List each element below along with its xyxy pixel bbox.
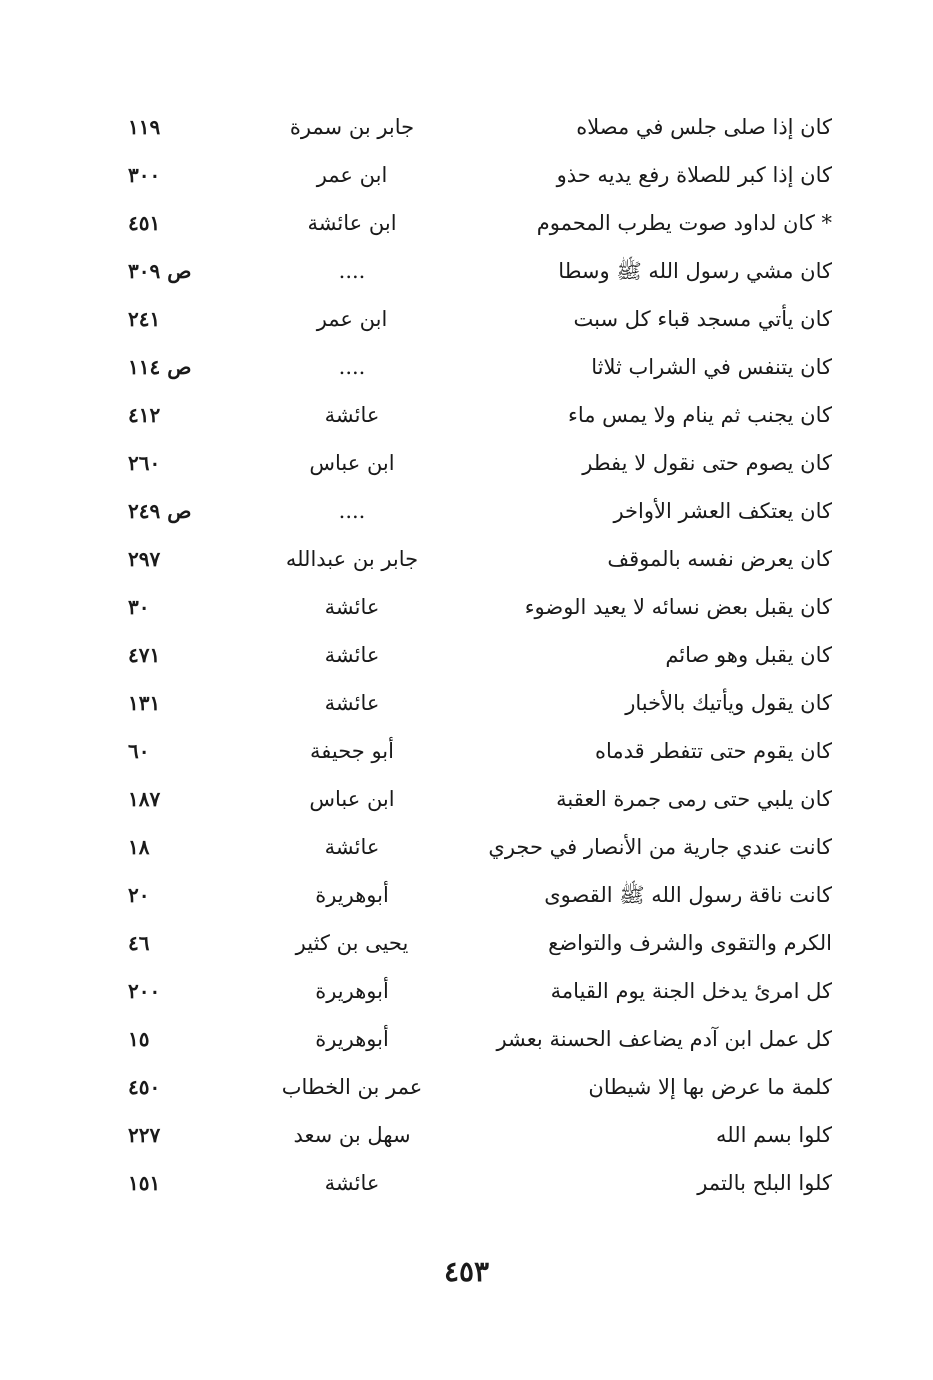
page-reference: ٢٦٠ (128, 451, 161, 475)
narrator-name: أبوهريرة (315, 883, 389, 907)
index-row (100, 391, 840, 439)
hadith-text: كل عمل ابن آدم يضاعف الحسنة بعشر (496, 1027, 832, 1051)
page-reference: ٤٧١ (128, 643, 161, 667)
hadith-text: كانت ناقة رسول الله ﷺ القصوى (544, 883, 832, 907)
hadith-text: * كان لداود صوت يطرب المحموم (536, 211, 832, 235)
index-row (100, 1159, 840, 1207)
narrator-name: عمر بن الخطاب (281, 1075, 423, 1099)
page-reference: ٦٠ (128, 739, 150, 763)
hadith-text: كانت عندي جارية من الأنصار في حجري (488, 835, 832, 859)
hadith-text: كان يتنفس في الشراب ثلاثا (591, 355, 832, 379)
hadith-text: كل امرئ يدخل الجنة يوم القيامة (550, 979, 832, 1003)
page-reference: ١١٩ (128, 115, 161, 139)
index-row (100, 247, 840, 295)
narrator-name: ابن عائشة (307, 211, 397, 235)
narrator-name: عائشة (324, 835, 380, 859)
page-reference: ٤١٢ (128, 403, 161, 427)
hadith-text: كان يقوم حتى تتفطر قدماه (595, 739, 832, 763)
index-row (100, 1111, 840, 1159)
narrator-name: عائشة (324, 403, 380, 427)
hadith-text: كلوا بسم الله (716, 1123, 832, 1147)
index-row (100, 823, 840, 871)
narrator-name: سهل بن سعد (293, 1123, 411, 1147)
page-reference: ص ٢٤٩ (128, 499, 192, 523)
page-reference: ٤٥١ (128, 211, 161, 235)
narrator-name: عائشة (324, 595, 380, 619)
narrator-name: ابن عباس (309, 787, 395, 811)
page-reference: ٤٦ (128, 931, 150, 955)
hadith-text: كان يجنب ثم ينام ولا يمس ماء (567, 403, 832, 427)
index-row (100, 967, 840, 1015)
index-row (100, 199, 840, 247)
hadith-text: كان يلبي حتى رمى جمرة العقبة (556, 787, 832, 811)
index-row (100, 295, 840, 343)
narrator-name: عائشة (324, 691, 380, 715)
narrator-name: أبوهريرة (315, 1027, 389, 1051)
narrator-name: أبوهريرة (315, 979, 389, 1003)
page-reference: ١٨ (128, 835, 150, 859)
narrator-name: .... (338, 259, 366, 283)
narrator-name: جابر بن عبدالله (285, 547, 419, 571)
hadith-text: كان إذا صلى جلس في مصلاه (576, 115, 832, 139)
page-reference: ١٥١ (128, 1171, 161, 1195)
hadith-text: كان يقول ويأتيك بالأخبار (625, 691, 832, 715)
narrator-name: عائشة (324, 643, 380, 667)
hadith-text: كان يأتي مسجد قباء كل سبت (573, 307, 832, 331)
index-row (100, 919, 840, 967)
index-row (100, 871, 840, 919)
index-row (100, 679, 840, 727)
page-reference: ص ١١٤ (128, 355, 192, 379)
narrator-name: ابن عمر (316, 163, 388, 187)
hadith-text: كان يعرض نفسه بالموقف (607, 547, 832, 571)
page-reference: ٢٠ (128, 883, 150, 907)
narrator-name: يحيى بن كثير (295, 931, 409, 955)
index-row (100, 535, 840, 583)
page-reference: ١٥ (128, 1027, 150, 1051)
page-reference: ١٣١ (128, 691, 161, 715)
narrator-name: .... (338, 355, 366, 379)
page-reference: ١٨٧ (128, 787, 161, 811)
hadith-index-table (100, 103, 840, 1207)
hadith-text: كان إذا كبر للصلاة رفع يديه حذو (556, 163, 832, 187)
page-reference: ٢٩٧ (128, 547, 161, 571)
index-row (100, 151, 840, 199)
index-row (100, 727, 840, 775)
index-row (100, 1063, 840, 1111)
page-reference: ص ٣٠٩ (128, 259, 192, 283)
hadith-text: كان يصوم حتى نقول لا يفطر (582, 451, 832, 475)
page-reference: ٤٥٠ (128, 1075, 161, 1099)
page-reference: ٣٠٠ (128, 163, 161, 187)
hadith-text: كلمة ما عرض بها إلا شيطان (588, 1075, 832, 1099)
narrator-name: ابن عمر (316, 307, 388, 331)
page-number: ٤٥٣ (443, 1255, 490, 1288)
index-row (100, 631, 840, 679)
hadith-text: كان يقبل بعض نسائه لا يعيد الوضوء (524, 595, 832, 619)
hadith-text: كان يعتكف العشر الأواخر (613, 499, 832, 523)
narrator-name: عائشة (324, 1171, 380, 1195)
narrator-name: أبو جحيفة (310, 739, 394, 763)
index-row (100, 1015, 840, 1063)
index-row (100, 103, 840, 151)
index-row (100, 439, 840, 487)
index-row (100, 775, 840, 823)
hadith-text: كان يقبل وهو صائم (665, 643, 832, 667)
hadith-text: كلوا البلح بالتمر (697, 1171, 832, 1195)
narrator-name: جابر بن سمرة (289, 115, 415, 139)
index-row (100, 583, 840, 631)
narrator-name: .... (338, 499, 366, 523)
page-reference: ٢٢٧ (128, 1123, 161, 1147)
index-row (100, 343, 840, 391)
page-reference: ٣٠ (128, 595, 150, 619)
hadith-text: كان مشي رسول الله ﷺ وسطا (558, 259, 832, 283)
narrator-name: ابن عباس (309, 451, 395, 475)
page-reference: ٢٤١ (128, 307, 161, 331)
hadith-text: الكرم والتقوى والشرف والتواضع (548, 931, 832, 955)
page-reference: ٢٠٠ (128, 979, 161, 1003)
index-row (100, 487, 840, 535)
